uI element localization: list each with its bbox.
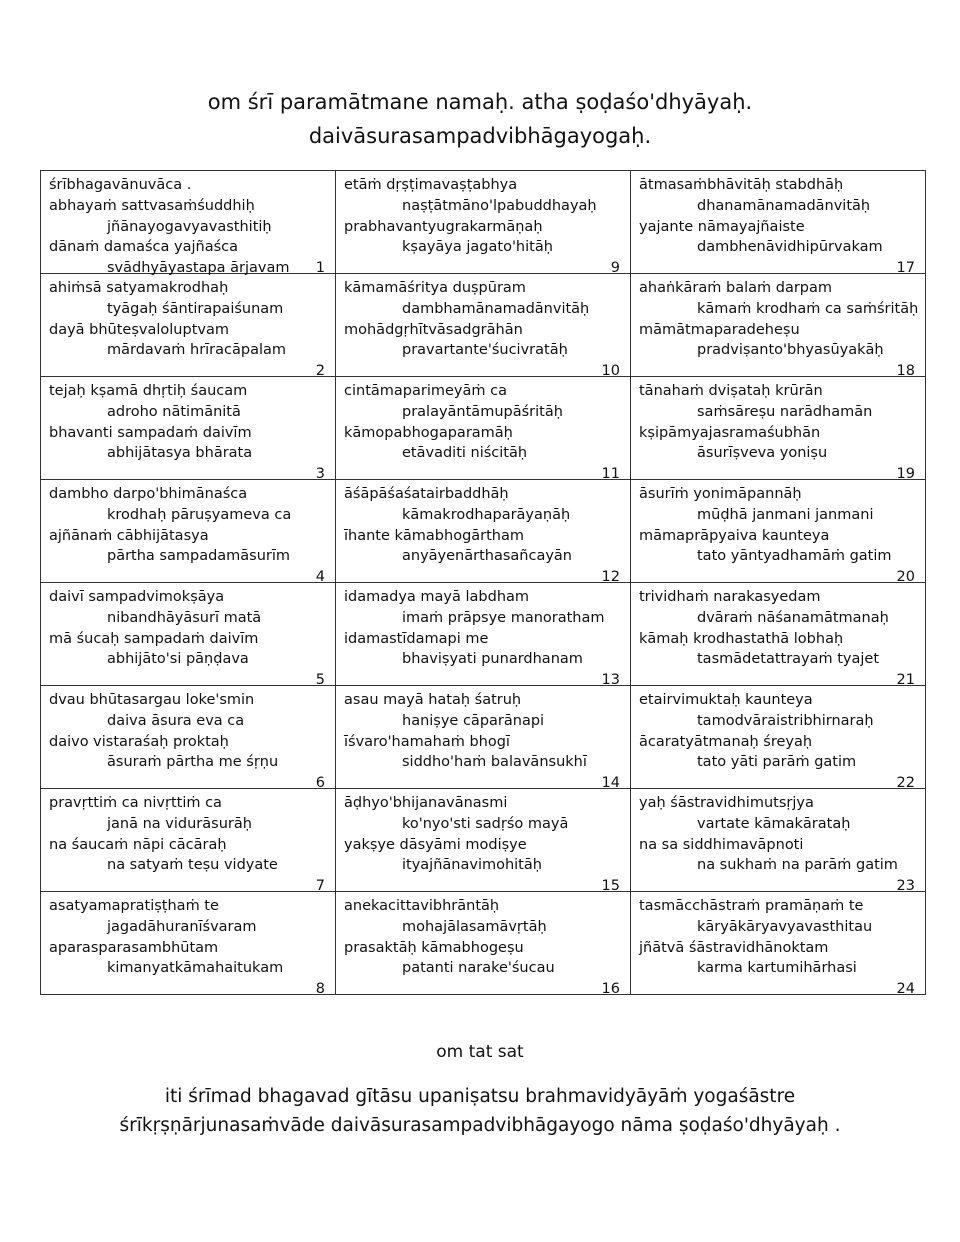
verse-line: siddho'haṁ balavānsukhī — [402, 754, 587, 771]
verse-cell — [41, 274, 336, 380]
verse-cell — [41, 686, 336, 792]
verse-row — [41, 480, 926, 583]
verse-cell — [631, 377, 926, 483]
verse-text — [344, 278, 622, 380]
verse-line: haniṣye cāparānapi — [402, 712, 545, 729]
verse-line: kṣayāya jagato'hitāḥ — [402, 239, 553, 256]
verse-row — [41, 274, 926, 377]
verse-line: na satyaṁ teṣu vidyate — [107, 857, 278, 874]
verse-row — [41, 789, 926, 892]
verse-line: mārdavaṁ hrīracāpalam — [107, 342, 287, 359]
verse-line: pradviṣanto'bhyasūyakāḥ — [697, 342, 884, 359]
verse-cell — [336, 274, 631, 380]
verse-number: 11 — [601, 466, 620, 483]
verse-line: asau mayā hataḥ śatruḥ — [344, 692, 522, 708]
verse-line: nibandhāyāsurī matā — [107, 609, 262, 626]
verse-cell — [336, 686, 631, 792]
verse-line: dambhamānamadānvitāḥ — [402, 300, 590, 317]
verse-line: kimanyatkāmahaitukam — [107, 960, 284, 977]
verse-line: kṣipāmyajasramaśubhān — [639, 424, 821, 441]
verse-line: mā śucaḥ sampadaṁ daivīm — [49, 630, 259, 647]
verse-line: yakṣye dāsyāmi modiṣye — [344, 836, 527, 853]
verse-line: āśāpāśaśatairbaddhāḥ — [344, 486, 509, 502]
verse-line: na sukhaṁ na parāṁ gatim — [697, 857, 898, 874]
verse-line: īhante kāmabhogārtham — [344, 527, 525, 544]
verse-line: ācaratyātmanaḥ śreyaḥ — [639, 733, 813, 750]
verse-line: asatyamapratiṣṭhaṁ te — [49, 898, 219, 914]
verse-number: 18 — [896, 363, 915, 380]
verse-text — [49, 587, 327, 689]
verse-cell — [336, 480, 631, 586]
verse-line: kāmopabhogaparamāḥ — [344, 424, 513, 441]
verse-cell — [631, 583, 926, 689]
verse-line: īśvaro'hamahaṁ bhogī — [344, 733, 510, 750]
verse-cell — [336, 892, 631, 998]
chapter-heading: om śrī paramātmane namaḥ. atha ṣoḍaśo'dhyāyaḥ. — [207, 90, 753, 114]
verse-row — [41, 171, 926, 274]
verse-line: tejaḥ kṣamā dhṛtiḥ śaucam — [49, 383, 248, 399]
verse-line: ahiṁsā satyamakrodhaḥ — [49, 280, 229, 296]
verse-row — [41, 686, 926, 789]
colophon-line-2: śrīkṛṣṇārjunasaṁvāde daivāsurasampadvibhāgayogo nāma ṣoḍaśo'dhyāyaḥ . — [119, 1115, 841, 1136]
verse-line: śrībhagavānuvāca . — [49, 177, 192, 193]
verse-text — [639, 896, 917, 998]
verse-line: ajñānaṁ cābhijātasya — [49, 527, 209, 544]
verse-line: āsuraṁ pārtha me śṛṇu — [107, 754, 279, 771]
verse-line: abhijātasya bhārata — [107, 445, 253, 462]
verse-line: idamastīdamapi me — [344, 630, 489, 647]
verse-line: pārtha sampadamāsurīm — [107, 548, 291, 565]
verse-line: svādhyāyastapa ārjavam — [107, 260, 290, 277]
verse-text — [639, 793, 917, 895]
verse-line: daivī sampadvimokṣāya — [49, 589, 225, 605]
verse-line: māmātmaparadeheṣu — [639, 321, 800, 338]
verse-line: kāryākāryavyavasthitau — [697, 918, 873, 935]
verse-line: mohajālasamāvṛtāḥ — [402, 918, 547, 935]
verse-text — [639, 587, 917, 689]
verse-text — [639, 175, 917, 277]
verse-cell — [41, 480, 336, 586]
verse-number: 21 — [896, 672, 915, 689]
verse-number: 10 — [601, 363, 620, 380]
verse-line: etairvimuktaḥ kaunteya — [639, 692, 813, 708]
verse-line: prabhavantyugrakarmāṇaḥ — [344, 218, 543, 235]
verse-line: ātmasaṁbhāvitāḥ stabdhāḥ — [639, 177, 844, 193]
chapter-subtitle: daivāsurasampadvibhāgayogaḥ. — [308, 124, 652, 148]
verse-line: āsurīṣveva yoniṣu — [697, 445, 828, 462]
verse-number: 23 — [896, 878, 915, 895]
verse-line: jagadāhuranīśvaram — [107, 918, 257, 935]
verse-number: 4 — [315, 569, 325, 586]
verse-text — [49, 896, 327, 998]
verse-cell — [336, 171, 631, 277]
verse-line: tamodvāraistribhirnaraḥ — [697, 712, 874, 729]
verse-line: patanti narake'śucau — [402, 960, 555, 977]
verse-line: kāmaḥ krodhastathā lobhaḥ — [639, 630, 844, 647]
verse-line: kāmamāśritya duṣpūram — [344, 280, 526, 296]
verse-text — [49, 793, 327, 895]
verse-cell — [336, 789, 631, 895]
verse-line: abhijāto'si pāṇḍava — [107, 651, 249, 668]
verse-line: krodhaḥ pāruṣyameva ca — [107, 506, 292, 523]
verse-number: 15 — [601, 878, 620, 895]
verse-text — [49, 175, 327, 279]
verse-line: yaḥ śāstravidhimutsṛjya — [639, 795, 814, 811]
verse-line: kāmaṁ krodhaṁ ca saṁśritāḥ — [697, 300, 919, 317]
verse-cell — [631, 892, 926, 998]
verse-cell — [631, 274, 926, 380]
verse-line: dvāraṁ nāśanamātmanaḥ — [697, 609, 889, 626]
verse-cell — [41, 583, 336, 689]
verse-line: bhaviṣyati punardhanam — [402, 651, 583, 668]
verse-row — [41, 583, 926, 686]
verse-line: idamadya mayā labdham — [344, 589, 530, 605]
verse-line: dambhenāvidhipūrvakam — [697, 239, 883, 256]
verse-cell — [336, 583, 631, 689]
verse-line: tato yāntyadhamāṁ gatim — [697, 548, 892, 565]
verse-line: anyāyenārthasañcayān — [402, 548, 572, 565]
verse-line: etāvaditi niścitāḥ — [402, 445, 528, 462]
verse-text — [49, 381, 327, 483]
verse-text — [344, 175, 622, 277]
verse-number: 3 — [315, 466, 325, 483]
verse-line: trividhaṁ narakasyedam — [639, 589, 821, 605]
verse-line: daivo vistaraśaḥ proktaḥ — [49, 733, 229, 750]
verse-text — [639, 690, 917, 792]
verse-number: 22 — [896, 775, 915, 792]
verse-text — [344, 484, 622, 586]
colophon-line-1: iti śrīmad bhagavad gītāsu upaniṣatsu brahmavidyāyāṁ yogaśāstre — [164, 1086, 796, 1107]
verse-line: tānahaṁ dviṣataḥ krūrān — [639, 383, 823, 399]
verse-text — [344, 793, 622, 895]
verse-line: tyāgaḥ śāntirapaiśunam — [107, 300, 284, 317]
verse-text — [639, 484, 917, 586]
verse-number: 8 — [315, 981, 325, 998]
verse-line: dayā bhūteṣvaloluptvam — [49, 321, 229, 338]
verse-text — [344, 690, 622, 792]
verse-cell — [41, 892, 336, 998]
verse-number: 14 — [601, 775, 620, 792]
verse-line: na sa siddhimavāpnoti — [639, 836, 804, 853]
verse-line: prasaktāḥ kāmabhogeṣu — [344, 939, 524, 956]
verse-line: karma kartumihārhasi — [697, 960, 857, 977]
verse-number: 20 — [896, 569, 915, 586]
verse-line: anekacittavibhrāntāḥ — [344, 898, 500, 914]
verse-line: mūḍhā janmani janmani — [697, 506, 874, 523]
verse-number: 1 — [315, 260, 325, 277]
verse-line: ityajñānavimohitāḥ — [402, 857, 542, 874]
verse-cell — [631, 789, 926, 895]
verse-cell — [336, 377, 631, 483]
verse-line: jñānayogavyavasthitiḥ — [107, 218, 272, 235]
verse-line: pravartante'śucivratāḥ — [402, 342, 568, 359]
verse-line: pravṛttiṁ ca nivṛttiṁ ca — [49, 795, 222, 811]
verse-number: 7 — [315, 878, 325, 895]
verse-number: 24 — [896, 981, 915, 998]
verse-line: adroho nātimānitā — [107, 403, 241, 420]
verse-text — [49, 484, 327, 586]
verse-line: abhayaṁ sattvasaṁśuddhiḥ — [49, 197, 255, 214]
verse-text — [49, 690, 327, 792]
verse-text — [639, 381, 917, 483]
verse-line: kāmakrodhaparāyaṇāḥ — [402, 506, 571, 523]
verse-cell — [631, 686, 926, 792]
verse-line: jñātvā śāstravidhānoktam — [639, 939, 829, 956]
verse-line: ahaṅkāraṁ balaṁ darpam — [639, 280, 833, 296]
verse-text — [639, 278, 919, 380]
verse-number: 9 — [610, 260, 620, 277]
verse-number: 13 — [601, 672, 620, 689]
verse-line: tasmādetattrayaṁ tyajet — [697, 651, 880, 668]
verse-cell — [631, 480, 926, 586]
verse-line: dānaṁ damaśca yajñaśca — [49, 239, 239, 256]
verse-line: yajante nāmayajñaiste — [639, 218, 805, 235]
verse-line: cintāmaparimeyāṁ ca — [344, 383, 507, 399]
verse-line: tasmācchāstraṁ pramāṇaṁ te — [639, 898, 864, 914]
verse-line: janā na vidurāsurāḥ — [107, 815, 252, 832]
verse-line: dvau bhūtasargau loke'smin — [49, 692, 255, 708]
verse-cell — [41, 789, 336, 895]
verse-line: āsurīṁ yonimāpannāḥ — [639, 486, 802, 502]
verse-cell — [41, 171, 336, 277]
verse-line: pralayāntāmupāśritāḥ — [402, 403, 563, 420]
verse-text — [344, 587, 622, 689]
verse-line: dambho darpo'bhimānaśca — [49, 486, 248, 502]
verse-cell — [41, 377, 336, 483]
verse-number: 2 — [315, 363, 325, 380]
verse-text — [344, 896, 622, 998]
verse-line: naṣṭātmāno'lpabuddhayaḥ — [402, 197, 597, 214]
verse-line: aparasparasambhūtam — [49, 939, 219, 956]
verse-number: 12 — [601, 569, 620, 586]
verse-text — [344, 381, 622, 483]
verse-line: daiva āsura eva ca — [107, 712, 245, 729]
verse-line: āḍhyo'bhijanavānasmi — [344, 795, 508, 811]
verse-line: māmaprāpyaiva kaunteya — [639, 527, 830, 544]
verse-line: na śaucaṁ nāpi cācāraḥ — [49, 836, 227, 853]
verse-row — [41, 892, 926, 995]
verse-line: saṁsāreṣu narādhamān — [697, 403, 873, 420]
om-tat-sat: om tat sat — [436, 1042, 524, 1062]
verse-text — [49, 278, 327, 380]
verse-cell — [631, 171, 926, 277]
verse-line: etāṁ dṛṣṭimavaṣṭabhya — [344, 177, 518, 193]
verse-line: ko'nyo'sti sadṛśo mayā — [402, 815, 569, 832]
verse-row — [41, 377, 926, 480]
verse-line: tato yāti parāṁ gatim — [697, 754, 857, 771]
verse-table — [40, 170, 926, 998]
verse-number: 5 — [315, 672, 325, 689]
verse-line: mohādgṛhītvāsadgrāhān — [344, 321, 523, 338]
verse-line: dhanamānamadānvitāḥ — [697, 197, 871, 214]
verse-number: 16 — [601, 981, 620, 998]
verse-number: 19 — [896, 466, 915, 483]
verse-line: vartate kāmakārataḥ — [697, 815, 851, 832]
verse-number: 17 — [896, 260, 915, 277]
verse-line: bhavanti sampadaṁ daivīm — [49, 424, 252, 441]
verse-number: 6 — [315, 775, 325, 792]
verse-line: imaṁ prāpsye manoratham — [402, 609, 605, 626]
